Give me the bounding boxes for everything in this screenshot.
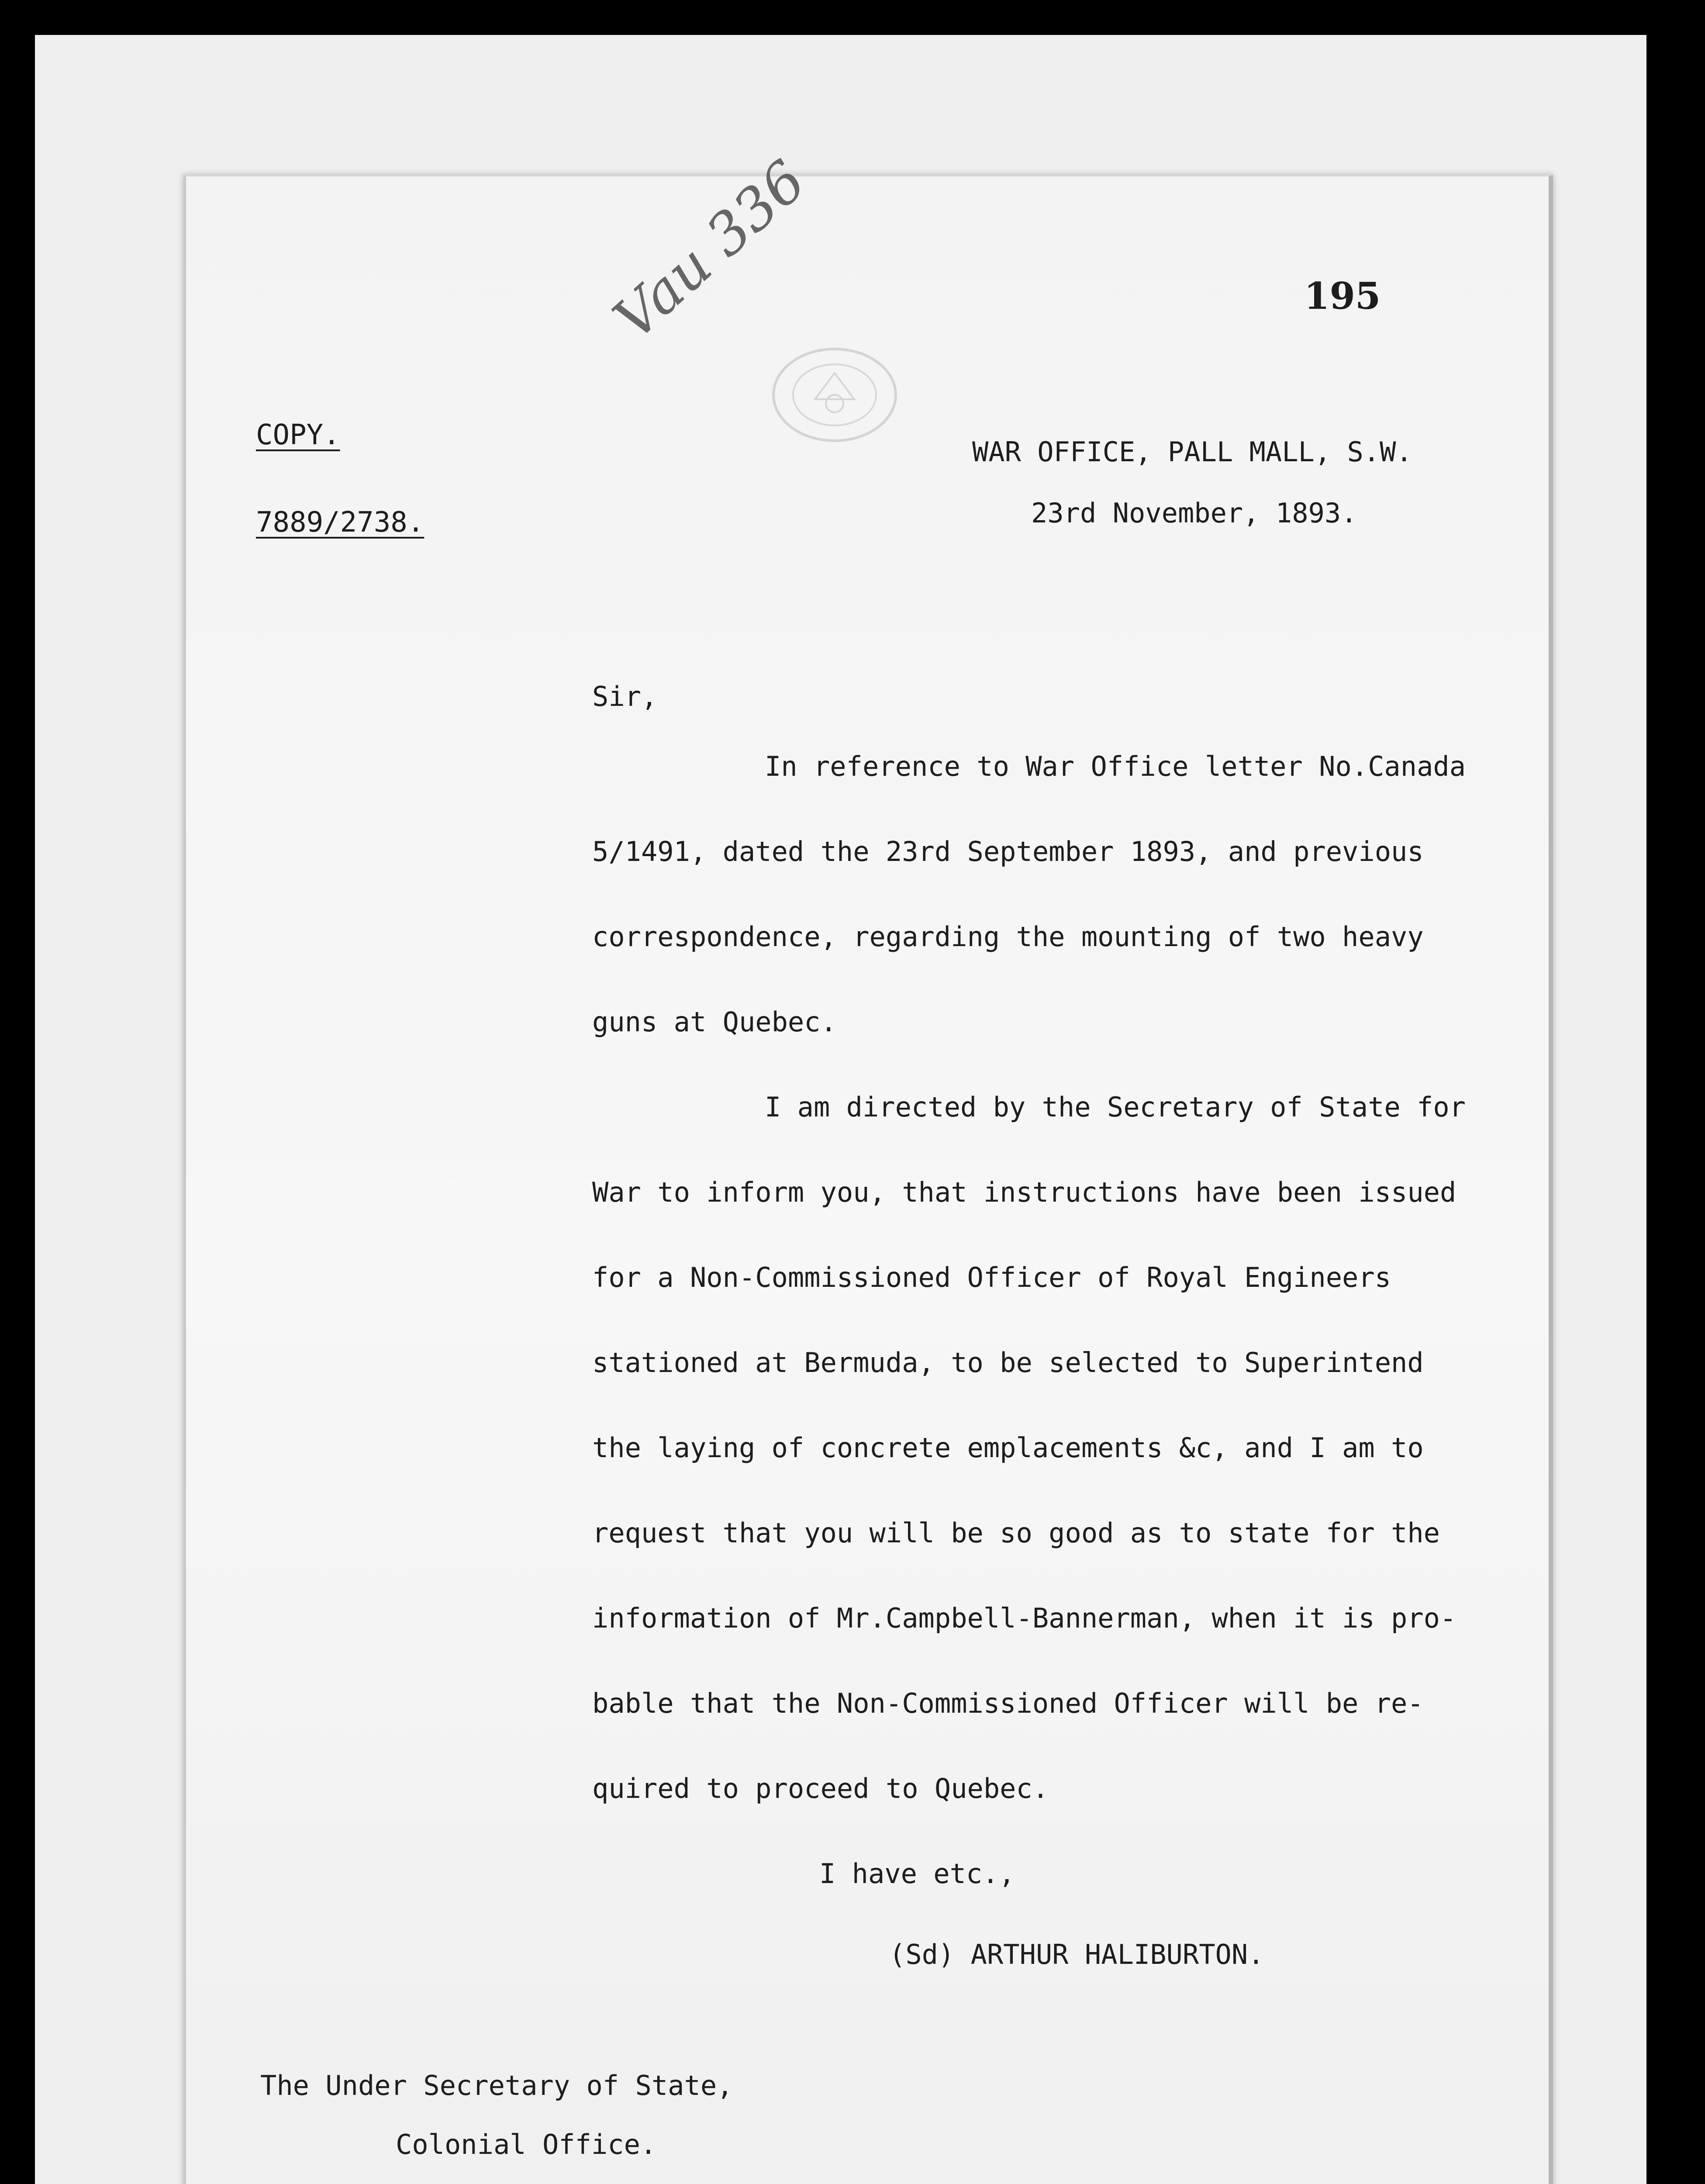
letter-date: 23rd November, 1893. bbox=[1031, 497, 1357, 529]
body-line: bable that the Non-Commissioned Officer will be re- bbox=[592, 1687, 1424, 1719]
letter-page bbox=[183, 147, 1553, 2184]
body-line: the laying of concrete emplacements &c, and I am to bbox=[592, 1432, 1424, 1464]
body-line: I am directed by the Secretary of State for bbox=[765, 1091, 1466, 1123]
body-line: for a Non-Commissioned Officer of Royal Engineers bbox=[592, 1261, 1391, 1293]
body-line: In reference to War Office letter No.Canada bbox=[765, 750, 1466, 782]
closing: I have etc., bbox=[819, 1858, 1015, 1890]
body-line: request that you will be so good as to state for the bbox=[592, 1517, 1440, 1549]
addressee-line: Colonial Office. bbox=[396, 2129, 657, 2160]
embossed-seal-icon bbox=[767, 342, 902, 447]
addressee-line: The Under Secretary of State, bbox=[260, 2070, 733, 2101]
page-number: 195 bbox=[1304, 274, 1381, 318]
body-line: stationed at Bermuda, to be selected to Superintend bbox=[592, 1347, 1424, 1379]
copy-label: COPY. bbox=[256, 419, 340, 451]
handwritten-note: Vau 336 bbox=[601, 147, 818, 352]
signature: (Sd) ARTHUR HALIBURTON. bbox=[889, 1939, 1264, 1970]
body-line: 5/1491, dated the 23rd September 1893, and previous bbox=[592, 836, 1424, 867]
body-line: quired to proceed to Quebec. bbox=[592, 1773, 1049, 1804]
body-line: guns at Quebec. bbox=[592, 1006, 837, 1038]
sender-address: WAR OFFICE, PALL MALL, S.W. bbox=[972, 436, 1412, 468]
salutation: Sir, bbox=[592, 681, 658, 712]
body-line: War to inform you, that instructions have been issued bbox=[592, 1176, 1456, 1208]
body-line: information of Mr.Campbell-Bannerman, when it is pro- bbox=[592, 1602, 1456, 1634]
reference-number: 7889/2738. bbox=[256, 506, 425, 539]
body-line: correspondence, regarding the mounting of two heavy bbox=[592, 921, 1424, 953]
